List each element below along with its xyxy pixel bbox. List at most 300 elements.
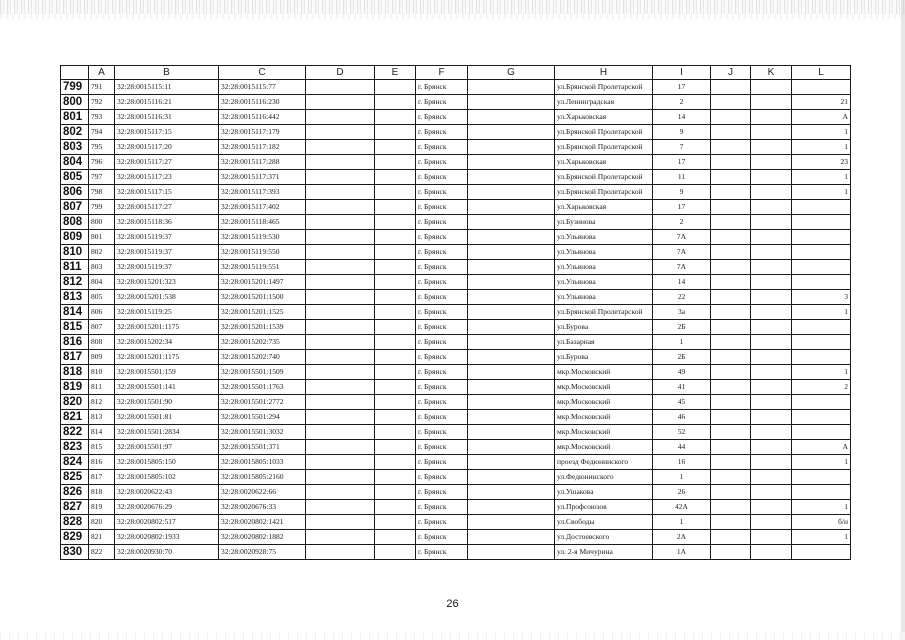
cell-e	[375, 380, 416, 395]
cell-h: мкр.Московский	[555, 440, 653, 455]
cell-l	[792, 275, 851, 290]
cell-d	[306, 80, 375, 95]
cell-j	[711, 395, 751, 410]
cell-f: г. Брянск	[416, 230, 468, 245]
cell-i: 7А	[653, 230, 711, 245]
cell-k	[751, 455, 792, 470]
cell-e	[375, 170, 416, 185]
cell-f: г. Брянск	[416, 140, 468, 155]
table-row	[61, 425, 851, 440]
cell-c: 32:28:0015201:1500	[219, 290, 306, 305]
cell-b: 32:28:0015201:538	[115, 290, 219, 305]
cell-j	[711, 530, 751, 545]
row-number: 819	[61, 380, 89, 395]
cell-i: 7А	[653, 260, 711, 275]
cell-g	[468, 515, 555, 530]
cell-a: 814	[89, 425, 115, 440]
cell-d	[306, 95, 375, 110]
cell-l	[792, 245, 851, 260]
cell-c: 32:28:0015805:2160	[219, 470, 306, 485]
table-row	[61, 515, 851, 530]
cell-e	[375, 470, 416, 485]
cell-h: ул.Свободы	[555, 515, 653, 530]
cell-k	[751, 95, 792, 110]
cell-j	[711, 470, 751, 485]
cell-f: г. Брянск	[416, 350, 468, 365]
cell-l	[792, 470, 851, 485]
cell-e	[375, 245, 416, 260]
cell-a: 815	[89, 440, 115, 455]
cell-h: ул.Достоевского	[555, 530, 653, 545]
cell-l	[792, 260, 851, 275]
cell-b: 32:28:0015116:31	[115, 110, 219, 125]
table-row	[61, 500, 851, 515]
cell-j	[711, 290, 751, 305]
row-number: 827	[61, 500, 89, 515]
row-number: 820	[61, 395, 89, 410]
cell-l: А	[792, 110, 851, 125]
cell-i: 2А	[653, 530, 711, 545]
cell-b: 32:28:0015119:37	[115, 230, 219, 245]
table-row	[61, 395, 851, 410]
cell-k	[751, 320, 792, 335]
cell-h: ул.Брянской Пролетарской	[555, 170, 653, 185]
table-row	[61, 110, 851, 125]
cell-j	[711, 485, 751, 500]
cell-h: ул.Харьковская	[555, 155, 653, 170]
table-row	[61, 365, 851, 380]
cell-e	[375, 290, 416, 305]
cell-c: 32:28:0020676:33	[219, 500, 306, 515]
row-number: 810	[61, 245, 89, 260]
cell-a: 800	[89, 215, 115, 230]
cell-a: 793	[89, 110, 115, 125]
cell-e	[375, 155, 416, 170]
row-number: 822	[61, 425, 89, 440]
cell-j	[711, 515, 751, 530]
cell-b: 32:28:0015117:20	[115, 140, 219, 155]
cell-c: 32:28:0015116:442	[219, 110, 306, 125]
row-number: 823	[61, 440, 89, 455]
cell-h: ул.Ульянова	[555, 260, 653, 275]
cell-d	[306, 515, 375, 530]
row-number: 806	[61, 185, 89, 200]
cell-f: г. Брянск	[416, 275, 468, 290]
cell-f: г. Брянск	[416, 395, 468, 410]
cell-j	[711, 215, 751, 230]
cell-d	[306, 110, 375, 125]
cell-h: ул.Бузинова	[555, 215, 653, 230]
cell-l: А	[792, 440, 851, 455]
table-row	[61, 140, 851, 155]
cell-f: г. Брянск	[416, 215, 468, 230]
cell-k	[751, 485, 792, 500]
cell-c: 32:28:0015117:288	[219, 155, 306, 170]
table-row	[61, 455, 851, 470]
corner-header	[61, 66, 89, 80]
cell-f: г. Брянск	[416, 305, 468, 320]
cell-l	[792, 485, 851, 500]
cell-i: 7	[653, 140, 711, 155]
cell-g	[468, 335, 555, 350]
cell-g	[468, 140, 555, 155]
cell-k	[751, 530, 792, 545]
cell-k	[751, 245, 792, 260]
cell-c: 32:28:0015117:182	[219, 140, 306, 155]
cell-g	[468, 305, 555, 320]
cell-h: мкр.Московский	[555, 410, 653, 425]
cell-b: 32:28:0020930:70	[115, 545, 219, 560]
cell-a: 799	[89, 200, 115, 215]
cell-j	[711, 185, 751, 200]
table-row	[61, 485, 851, 500]
cell-f: г. Брянск	[416, 500, 468, 515]
cell-j	[711, 365, 751, 380]
cell-d	[306, 200, 375, 215]
row-number: 815	[61, 320, 89, 335]
cell-b: 32:28:0015805:150	[115, 455, 219, 470]
cell-a: 804	[89, 275, 115, 290]
table-row	[61, 155, 851, 170]
cell-e	[375, 320, 416, 335]
cell-b: 32:28:0015501:159	[115, 365, 219, 380]
cell-g	[468, 470, 555, 485]
cell-a: 812	[89, 395, 115, 410]
table-row	[61, 230, 851, 245]
cell-g	[468, 365, 555, 380]
column-header-i: I	[653, 66, 711, 80]
cell-f: г. Брянск	[416, 485, 468, 500]
cell-b: 32:28:0015805:102	[115, 470, 219, 485]
cell-b: 32:28:0015501:141	[115, 380, 219, 395]
cell-j	[711, 350, 751, 365]
cell-a: 821	[89, 530, 115, 545]
row-number: 818	[61, 365, 89, 380]
cell-b: 32:28:0015117:27	[115, 155, 219, 170]
cell-k	[751, 395, 792, 410]
row-number: 813	[61, 290, 89, 305]
cell-f: г. Брянск	[416, 380, 468, 395]
cell-b: 32:28:0015118:36	[115, 215, 219, 230]
cell-d	[306, 380, 375, 395]
cell-j	[711, 275, 751, 290]
cell-a: 817	[89, 470, 115, 485]
cell-h: ул.Профсоюзов	[555, 500, 653, 515]
cell-c: 32:28:0015501:2772	[219, 395, 306, 410]
cell-f: г. Брянск	[416, 170, 468, 185]
cell-g	[468, 125, 555, 140]
cell-g	[468, 185, 555, 200]
cell-i: 17	[653, 80, 711, 95]
cell-h: ул.Федюнинского	[555, 470, 653, 485]
cell-b: 32:28:0015501:97	[115, 440, 219, 455]
cell-j	[711, 230, 751, 245]
cell-d	[306, 185, 375, 200]
cell-e	[375, 200, 416, 215]
table-row	[61, 530, 851, 545]
cell-l	[792, 80, 851, 95]
cell-l	[792, 425, 851, 440]
cell-c: 32:28:0015116:230	[219, 95, 306, 110]
cell-b: 32:28:0020676:29	[115, 500, 219, 515]
cell-e	[375, 305, 416, 320]
cell-d	[306, 140, 375, 155]
cell-d	[306, 320, 375, 335]
cell-d	[306, 215, 375, 230]
cell-h: ул.Ульянова	[555, 275, 653, 290]
cell-l	[792, 350, 851, 365]
column-header-g: G	[468, 66, 555, 80]
cell-i: 17	[653, 155, 711, 170]
cell-l: 1	[792, 170, 851, 185]
cell-k	[751, 410, 792, 425]
cell-f: г. Брянск	[416, 185, 468, 200]
cell-j	[711, 110, 751, 125]
cell-i: 7А	[653, 245, 711, 260]
cell-j	[711, 500, 751, 515]
cell-l	[792, 230, 851, 245]
table-row	[61, 260, 851, 275]
cell-g	[468, 155, 555, 170]
cell-c: 32:28:0015119:550	[219, 245, 306, 260]
cell-a: 802	[89, 245, 115, 260]
cell-b: 32:28:0015202:34	[115, 335, 219, 350]
cell-f: г. Брянск	[416, 80, 468, 95]
row-number: 826	[61, 485, 89, 500]
cell-j	[711, 140, 751, 155]
cell-f: г. Брянск	[416, 365, 468, 380]
cell-h: ул.Ульянова	[555, 230, 653, 245]
cell-k	[751, 425, 792, 440]
cell-j	[711, 305, 751, 320]
table-row	[61, 335, 851, 350]
cell-k	[751, 440, 792, 455]
cell-l	[792, 545, 851, 560]
cell-a: 798	[89, 185, 115, 200]
cell-l: 1	[792, 530, 851, 545]
cell-l: 23	[792, 155, 851, 170]
cell-f: г. Брянск	[416, 425, 468, 440]
cell-h: мкр.Московский	[555, 365, 653, 380]
cell-e	[375, 455, 416, 470]
cell-k	[751, 545, 792, 560]
cell-j	[711, 545, 751, 560]
cell-i: 9	[653, 125, 711, 140]
cell-a: 796	[89, 155, 115, 170]
cell-j	[711, 335, 751, 350]
cell-b: 32:28:0015117:27	[115, 200, 219, 215]
cell-d	[306, 530, 375, 545]
cell-i: 49	[653, 365, 711, 380]
cell-i: 22	[653, 290, 711, 305]
cell-i: 42А	[653, 500, 711, 515]
cell-a: 794	[89, 125, 115, 140]
row-number: 828	[61, 515, 89, 530]
row-number: 804	[61, 155, 89, 170]
cell-g	[468, 245, 555, 260]
cell-c: 32:28:0015117:402	[219, 200, 306, 215]
cell-l: 1	[792, 365, 851, 380]
cell-i: 14	[653, 110, 711, 125]
cell-a: 795	[89, 140, 115, 155]
cell-b: 32:28:0015115:11	[115, 80, 219, 95]
cell-e	[375, 365, 416, 380]
cell-i: 26	[653, 485, 711, 500]
cell-c: 32:28:0015501:371	[219, 440, 306, 455]
row-number: 805	[61, 170, 89, 185]
cell-l	[792, 395, 851, 410]
cell-k	[751, 500, 792, 515]
cell-a: 813	[89, 410, 115, 425]
cell-k	[751, 230, 792, 245]
cell-h: ул.Харьковская	[555, 200, 653, 215]
cell-k	[751, 275, 792, 290]
cell-e	[375, 335, 416, 350]
table-row	[61, 215, 851, 230]
cell-i: 52	[653, 425, 711, 440]
cell-l: 3	[792, 290, 851, 305]
cell-d	[306, 455, 375, 470]
cell-c: 32:28:0015501:3032	[219, 425, 306, 440]
cell-i: 11	[653, 170, 711, 185]
cell-d	[306, 290, 375, 305]
cell-e	[375, 215, 416, 230]
cell-g	[468, 80, 555, 95]
cell-l: 1	[792, 305, 851, 320]
cell-b: 32:28:0015201:323	[115, 275, 219, 290]
cell-d	[306, 410, 375, 425]
cell-c: 32:28:0015501:1509	[219, 365, 306, 380]
cell-k	[751, 350, 792, 365]
cell-a: 822	[89, 545, 115, 560]
cell-k	[751, 170, 792, 185]
row-number: 825	[61, 470, 89, 485]
table-body	[61, 80, 851, 560]
row-number: 801	[61, 110, 89, 125]
cell-g	[468, 545, 555, 560]
cell-a: 807	[89, 320, 115, 335]
cell-g	[468, 230, 555, 245]
cell-j	[711, 455, 751, 470]
cell-e	[375, 125, 416, 140]
cell-d	[306, 305, 375, 320]
cell-e	[375, 230, 416, 245]
table-row	[61, 320, 851, 335]
table-row	[61, 440, 851, 455]
table-row	[61, 410, 851, 425]
cell-k	[751, 200, 792, 215]
cell-a: 797	[89, 170, 115, 185]
cell-e	[375, 410, 416, 425]
cell-j	[711, 245, 751, 260]
cell-c: 32:28:0015119:530	[219, 230, 306, 245]
cell-l	[792, 200, 851, 215]
cell-g	[468, 395, 555, 410]
cell-l: 1	[792, 500, 851, 515]
cell-f: г. Брянск	[416, 290, 468, 305]
cell-b: 32:28:0015119:37	[115, 245, 219, 260]
cell-l: 2	[792, 380, 851, 395]
cell-k	[751, 140, 792, 155]
cell-d	[306, 350, 375, 365]
cell-j	[711, 200, 751, 215]
cell-e	[375, 350, 416, 365]
row-number: 824	[61, 455, 89, 470]
cell-b: 32:28:0015501:81	[115, 410, 219, 425]
cell-d	[306, 485, 375, 500]
cell-i: 9	[653, 185, 711, 200]
cell-g	[468, 260, 555, 275]
cell-a: 803	[89, 260, 115, 275]
cell-d	[306, 230, 375, 245]
cell-l: 1	[792, 140, 851, 155]
column-header-d: D	[306, 66, 375, 80]
table-row	[61, 380, 851, 395]
cell-i: 1А	[653, 545, 711, 560]
cell-d	[306, 335, 375, 350]
cell-g	[468, 200, 555, 215]
cell-d	[306, 155, 375, 170]
cell-a: 801	[89, 230, 115, 245]
cell-h: ул.Бурова	[555, 350, 653, 365]
cell-k	[751, 80, 792, 95]
table-row	[61, 170, 851, 185]
table-row	[61, 470, 851, 485]
cell-e	[375, 260, 416, 275]
cell-b: 32:28:0015117:23	[115, 170, 219, 185]
cell-a: 818	[89, 485, 115, 500]
cell-e	[375, 395, 416, 410]
cell-b: 32:28:0015117:15	[115, 185, 219, 200]
cell-h: ул.Брянской Пролетарской	[555, 305, 653, 320]
cell-l: 21	[792, 95, 851, 110]
table-row	[61, 245, 851, 260]
cell-l	[792, 215, 851, 230]
cell-h: ул.Базарная	[555, 335, 653, 350]
row-number: 816	[61, 335, 89, 350]
cell-i: 44	[653, 440, 711, 455]
cell-k	[751, 305, 792, 320]
cell-i: 1	[653, 470, 711, 485]
cell-l	[792, 335, 851, 350]
cell-b: 32:28:0015201:1175	[115, 350, 219, 365]
cell-f: г. Брянск	[416, 320, 468, 335]
cell-c: 32:28:0015202:740	[219, 350, 306, 365]
cell-g	[468, 350, 555, 365]
cell-c: 32:28:0020928:75	[219, 545, 306, 560]
cell-e	[375, 275, 416, 290]
row-number: 802	[61, 125, 89, 140]
cell-g	[468, 500, 555, 515]
cell-c: 32:28:0015201:1525	[219, 305, 306, 320]
cell-h: ул.Брянской Пролетарской	[555, 185, 653, 200]
cell-b: 32:28:0015119:37	[115, 260, 219, 275]
cell-h: мкр.Московский	[555, 380, 653, 395]
cell-f: г. Брянск	[416, 455, 468, 470]
cell-e	[375, 110, 416, 125]
row-number: 800	[61, 95, 89, 110]
cell-b: 32:28:0020802:1933	[115, 530, 219, 545]
cell-a: 810	[89, 365, 115, 380]
cell-a: 820	[89, 515, 115, 530]
cell-i: 45	[653, 395, 711, 410]
cell-f: г. Брянск	[416, 335, 468, 350]
cell-h: ул.Харьковская	[555, 110, 653, 125]
cell-h: ул.Брянской Пролетарской	[555, 80, 653, 95]
cell-c: 32:28:0015202:735	[219, 335, 306, 350]
column-header-f: F	[416, 66, 468, 80]
cell-c: 32:28:0015501:1763	[219, 380, 306, 395]
